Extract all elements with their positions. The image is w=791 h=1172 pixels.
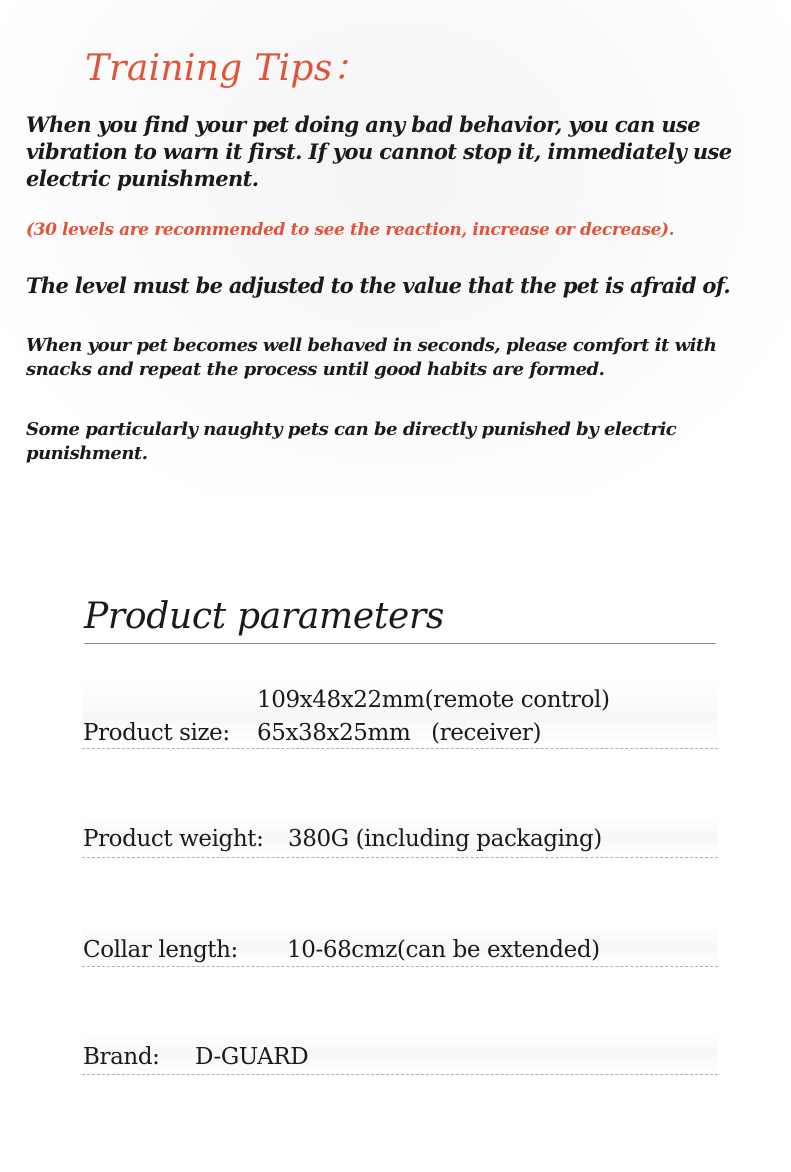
weight-row-divider [82,857,718,858]
collar-label: Collar length: [83,937,238,963]
collar-value: 10-68cmz(can be extended) [287,937,600,963]
brand-value: D-GUARD [195,1044,309,1070]
size-label: Product size: [83,720,230,746]
tip-level-adjust: The level must be adjusted to the value that the pet is afraid of. [26,273,730,298]
training-tips-title: Training Tips： [85,48,369,89]
tip-vibration-warning: When you find your pet doing any bad behavior, you can use vibration to warn it first. If you cannot stop it, immediately use electric punishment. [26,112,732,191]
brand-row-background [82,1030,718,1074]
size-value-remote: 109x48x22mm(remote control) [257,687,610,713]
collar-row-divider [82,966,718,967]
tip-level-note: (30 levels are recommended to see the reaction, increase or decrease). [26,220,675,240]
product-parameters-title: Product parameters [84,596,445,637]
brand-label: Brand: [83,1044,160,1070]
weight-label: Product weight: [83,826,264,852]
tip-naughty-pets: Some particularly naughty pets can be directly punished by electric punishment. [26,419,677,464]
size-value-receiver: 65x38x25mm (receiver) [257,720,542,746]
weight-value: 380G (including packaging) [288,826,602,852]
size-row-divider [82,748,718,749]
brand-row-divider [82,1074,718,1075]
tip-comfort-pet: When your pet becomes well behaved in seconds, please comfort it with snacks and repeat the process until good habits are formed. [26,335,717,380]
title-divider [84,643,716,644]
training-tips-section [0,0,791,500]
